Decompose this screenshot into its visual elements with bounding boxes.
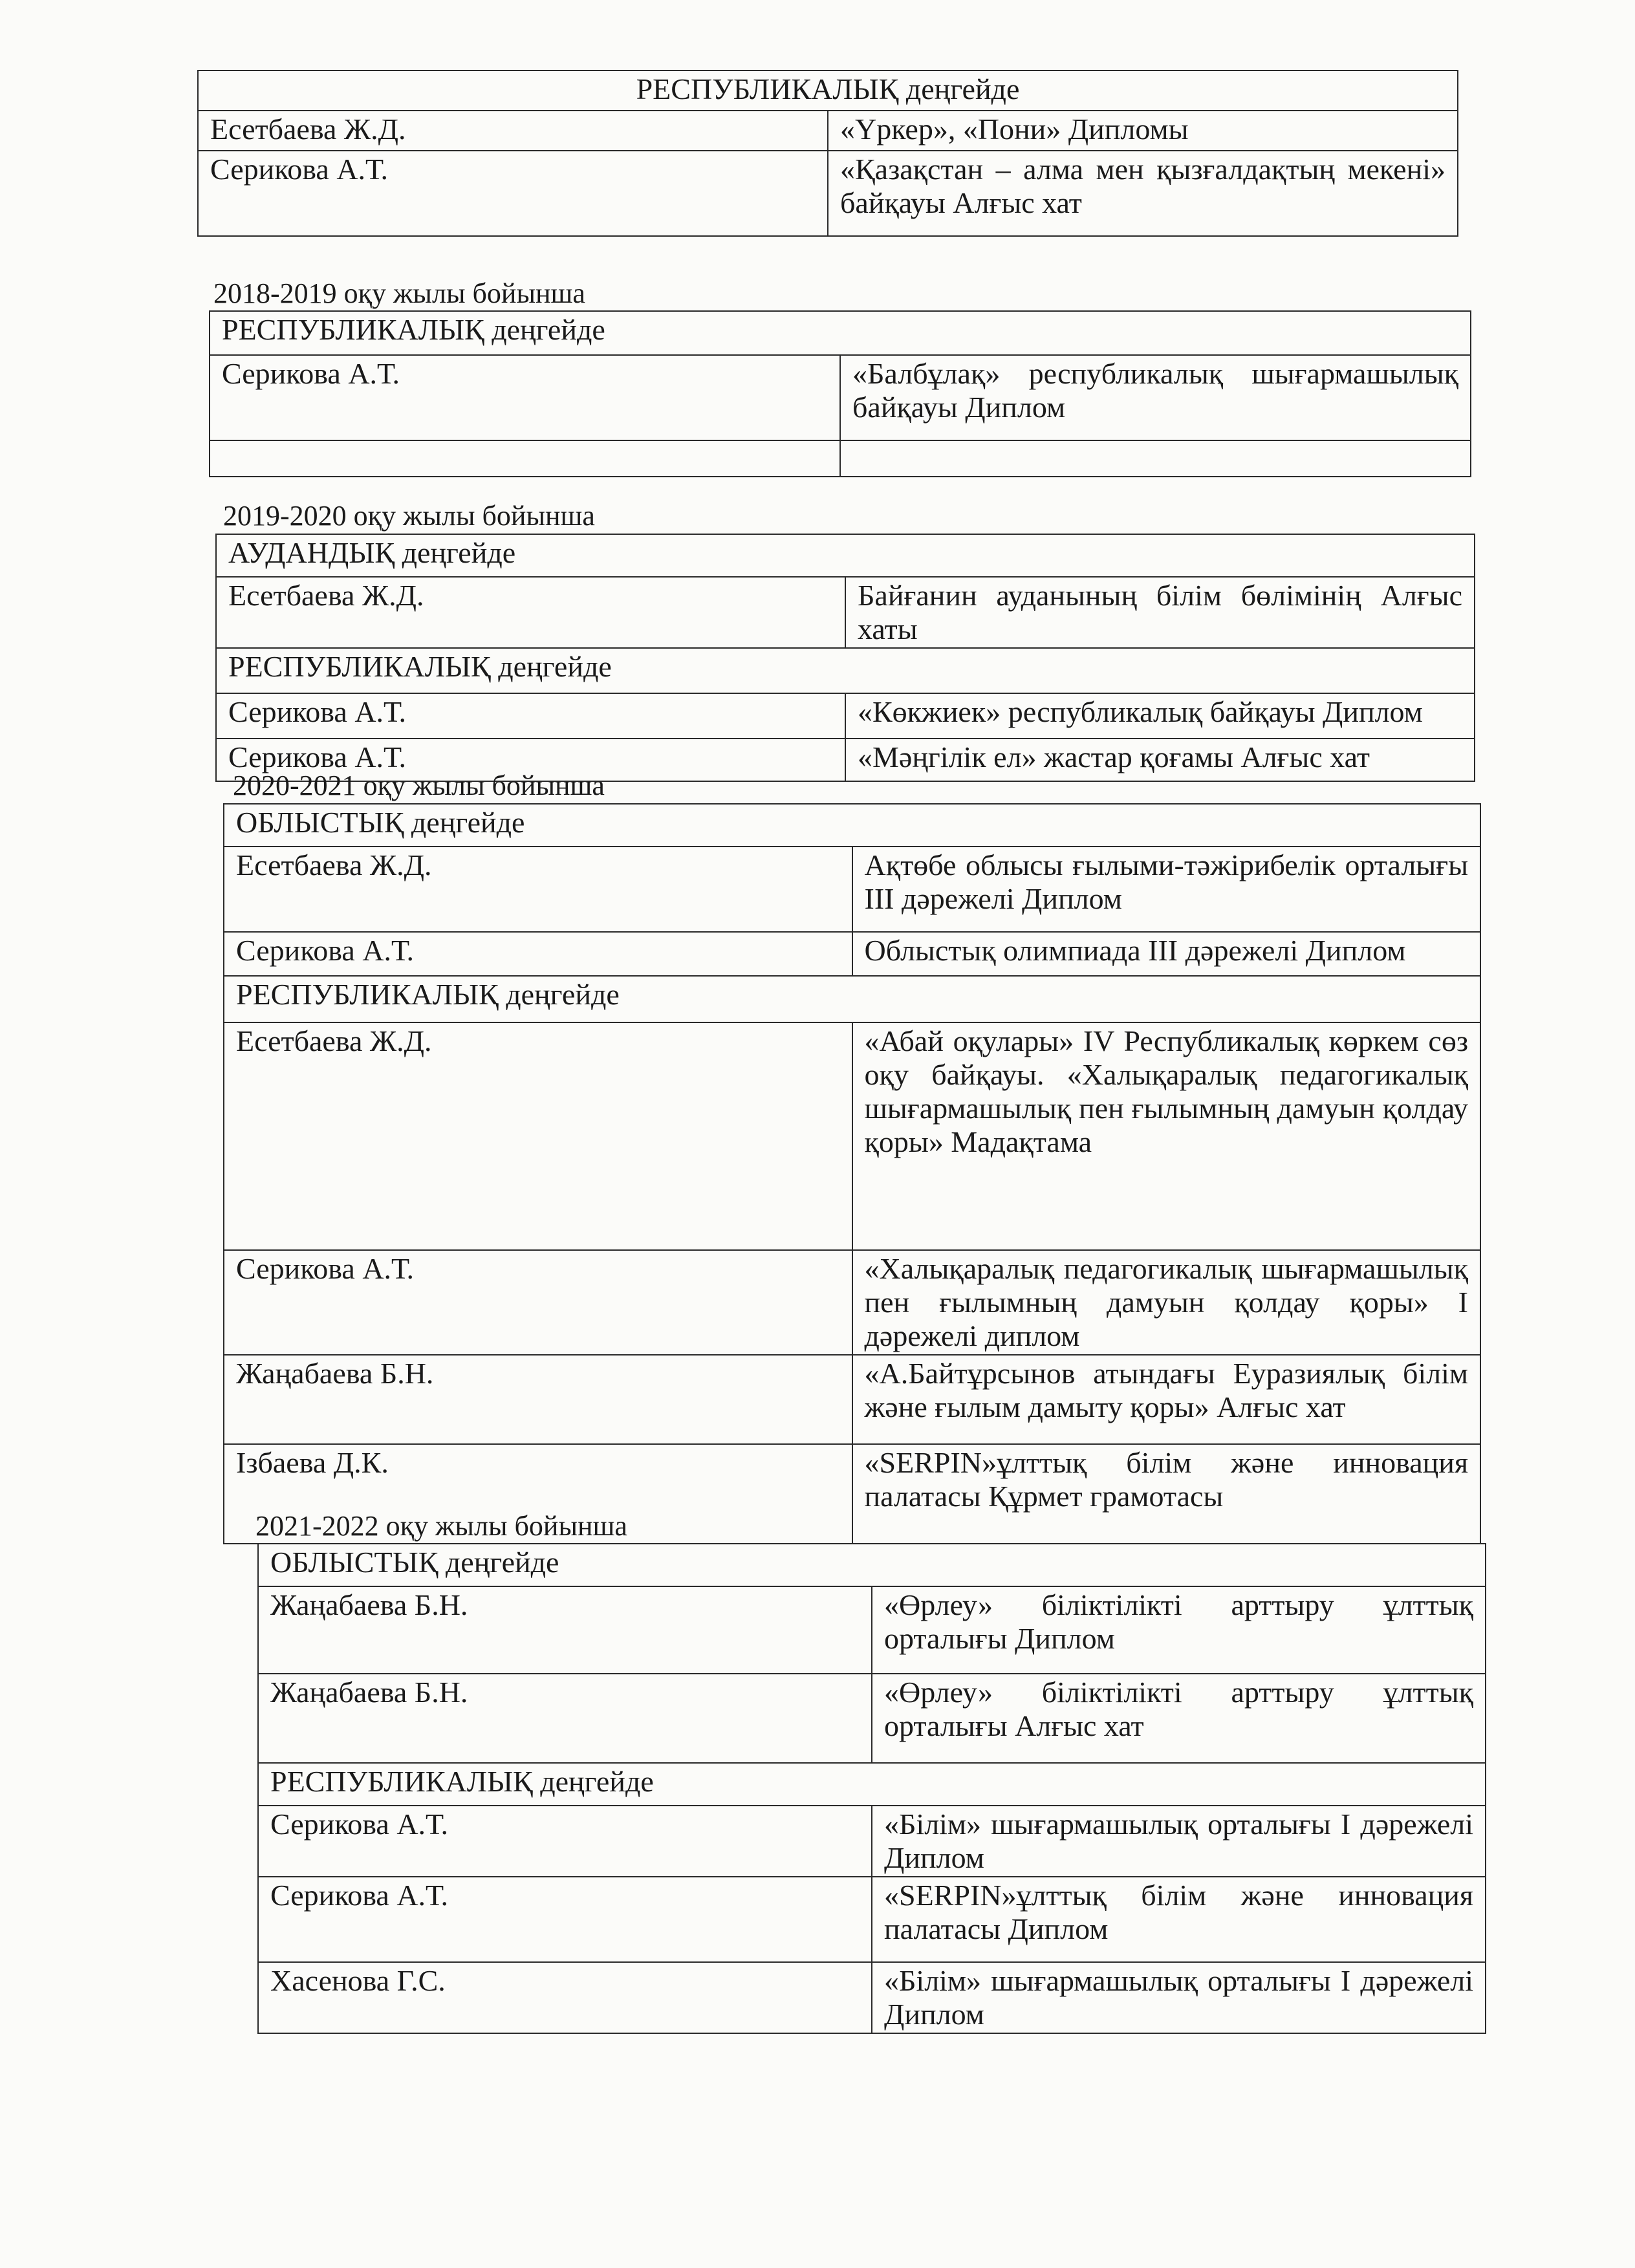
level-header: РЕСПУБЛИКАЛЫҚ деңгейде bbox=[258, 1763, 1486, 1806]
teacher-name: Серикова А.Т. bbox=[210, 355, 840, 440]
teacher-name: Серикова А.Т. bbox=[258, 1806, 872, 1877]
awards-table bbox=[215, 534, 1475, 782]
award-description: Байғанин ауданының білім бөлімінің Алғыс хаты bbox=[845, 577, 1475, 648]
award-description: «Балбұлақ» республикалық шығармашылық байқауы Диплом bbox=[840, 355, 1471, 440]
awards-section bbox=[223, 803, 1481, 1544]
awards-table bbox=[257, 1543, 1486, 2034]
awards-table bbox=[223, 803, 1481, 1544]
teacher-name: Есетбаева Ж.Д. bbox=[224, 1022, 852, 1250]
academic-year-title: 2018-2019 оқу жылы бойынша bbox=[213, 277, 585, 309]
academic-year-title: 2019-2020 оқу жылы бойынша bbox=[223, 500, 595, 532]
award-description: «Білім» шығармашылық орталығы І дәрежелі Диплом bbox=[872, 1806, 1486, 1877]
award-description: «Өрлеу» біліктілікті арттыру ұлттық орталығы Алғыс хат bbox=[872, 1674, 1486, 1763]
teacher-name: Жаңабаева Б.Н. bbox=[258, 1586, 872, 1674]
award-description bbox=[840, 440, 1471, 477]
award-description: Облыстық олимпиада ІІІ дәрежелі Диплом bbox=[852, 932, 1481, 976]
award-description: «Өрлеу» біліктілікті арттыру ұлттық орталығы Диплом bbox=[872, 1586, 1486, 1674]
teacher-name bbox=[210, 440, 840, 477]
award-description: «Үркер», «Пони» Дипломы bbox=[828, 111, 1458, 151]
award-description: «Мәңгілік ел» жастар қоғамы Алғыс хат bbox=[845, 739, 1475, 781]
teacher-name: Серикова А.Т. bbox=[216, 739, 845, 781]
level-header: РЕСПУБЛИКАЛЫҚ деңгейде bbox=[224, 976, 1480, 1022]
awards-section bbox=[215, 534, 1475, 782]
teacher-name: Есетбаева Ж.Д. bbox=[216, 577, 845, 648]
level-header: РЕСПУБЛИКАЛЫҚ деңгейде bbox=[216, 648, 1475, 693]
award-description: Ақтөбе облысы ғылыми-тәжірибелік орталығы ІІІ дәрежелі Диплом bbox=[852, 847, 1481, 932]
teacher-name: Жаңабаева Б.Н. bbox=[224, 1355, 852, 1444]
teacher-name: Ізбаева Д.К. bbox=[224, 1444, 852, 1544]
teacher-name: Есетбаева Ж.Д. bbox=[224, 847, 852, 932]
academic-year-title: 2021-2022 оқу жылы бойынша bbox=[255, 1510, 627, 1542]
awards-table bbox=[209, 310, 1471, 477]
awards-table bbox=[197, 70, 1458, 237]
awards-section bbox=[197, 70, 1458, 237]
teacher-name: Серикова А.Т. bbox=[224, 1250, 852, 1355]
level-header: РЕСПУБЛИКАЛЫҚ деңгейде bbox=[198, 70, 1458, 111]
award-description: «Көкжиек» республикалық байқауы Диплом bbox=[845, 693, 1475, 739]
teacher-name: Жаңабаева Б.Н. bbox=[258, 1674, 872, 1763]
award-description: «SERPIN»ұлттық білім және инновация палатасы Құрмет грамотасы bbox=[852, 1444, 1481, 1544]
teacher-name: Хасенова Г.С. bbox=[258, 1962, 872, 2033]
teacher-name: Серикова А.Т. bbox=[224, 932, 852, 976]
level-header: ОБЛЫСТЫҚ деңгейде bbox=[224, 804, 1480, 847]
awards-section bbox=[257, 1543, 1486, 2034]
teacher-name: Серикова А.Т. bbox=[258, 1877, 872, 1962]
level-header: АУДАНДЫҚ деңгейде bbox=[216, 534, 1475, 577]
award-description: «Халықаралық педагогикалық шығармашылық пен ғылымның дамуын қолдау қоры» І дәрежелі диплом bbox=[852, 1250, 1481, 1355]
award-description: «А.Байтұрсынов атындағы Еуразиялық білім және ғылым дамыту қоры» Алғыс хат bbox=[852, 1355, 1481, 1444]
award-description: «Білім» шығармашылық орталығы І дәрежелі Диплом bbox=[872, 1962, 1486, 2033]
awards-section bbox=[209, 310, 1471, 477]
award-description: «SERPIN»ұлттық білім және инновация палатасы Диплом bbox=[872, 1877, 1486, 1962]
level-header: ОБЛЫСТЫҚ деңгейде bbox=[258, 1544, 1486, 1586]
teacher-name: Серикова А.Т. bbox=[216, 693, 845, 739]
teacher-name: Есетбаева Ж.Д. bbox=[198, 111, 828, 151]
level-header: РЕСПУБЛИКАЛЫҚ деңгейде bbox=[210, 311, 1471, 355]
award-description: «Қазақстан – алма мен қызғалдақтың мекені» байқауы Алғыс хат bbox=[828, 151, 1458, 236]
award-description: «Абай оқулары» IV Республикалық көркем сөз оқу байқауы. «Халықаралық педагогикалық шығармашылық пен ғылымның дамуын қолдау қоры» Мадақтама bbox=[852, 1022, 1481, 1250]
teacher-name: Серикова А.Т. bbox=[198, 151, 828, 236]
academic-year-title: 2020-2021 оқу жылы бойынша bbox=[233, 770, 605, 801]
